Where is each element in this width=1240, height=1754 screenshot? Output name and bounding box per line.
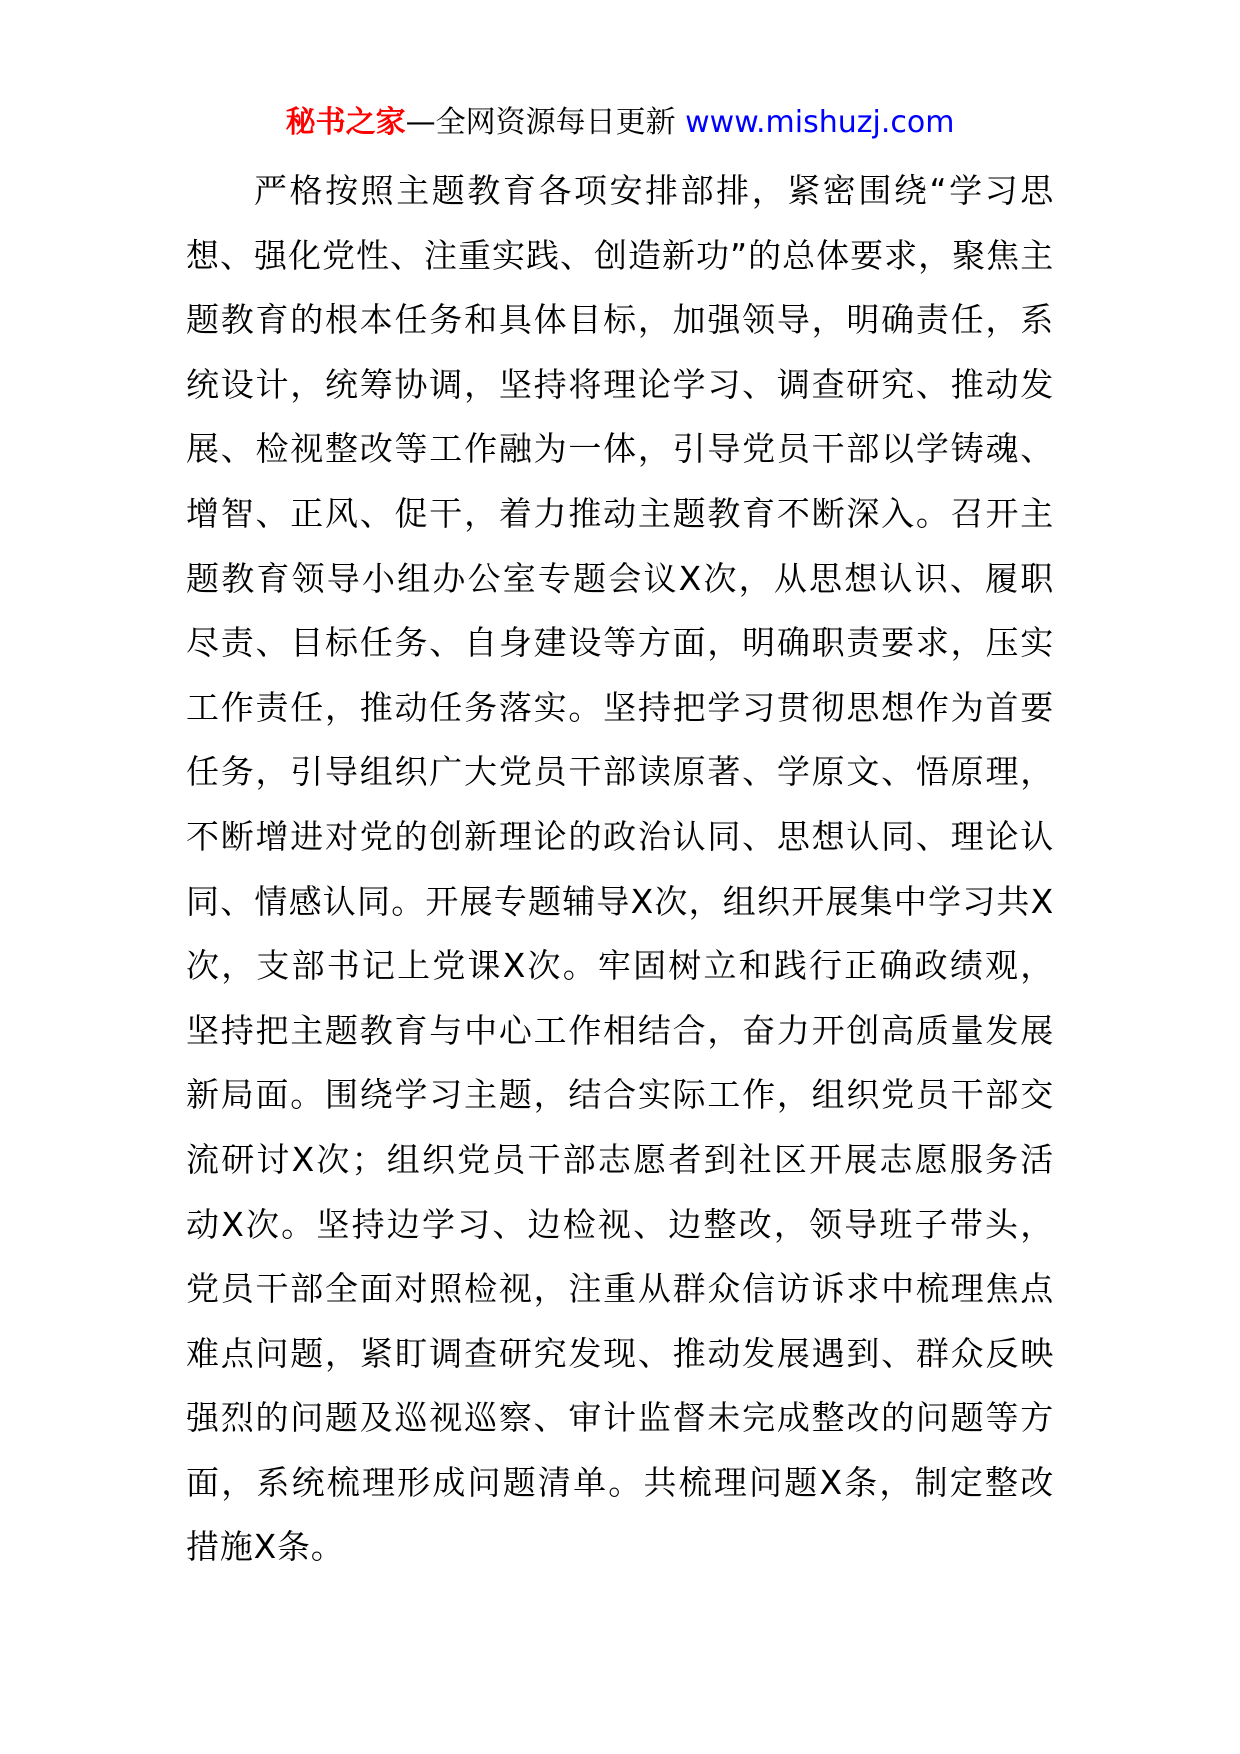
website-link[interactable]: www.mishuzj.com: [685, 105, 955, 140]
body-paragraph: 严格按照主题教育各项安排部排，紧密围绕“学习思想、强化党性、注重实践、创造新功”的总体要求，聚焦主题教育的根本任务和具体目标，加强领导，明确责任，系统设计，统筹协调，坚持将理论学习、调查研究、推动发展、检视整改等工作融为一体，引导党员干部以学铸魂、增智、正风、促干，着力推动主题教育不断深入。召开主题教育领导小组办公室专题会议X次，从思想认识、履职尽责、目标任务、自身建设等方面，明确职责要求，压实工作责任，推动任务落实。坚持把学习贯彻思想作为首要任务，引导组织广大党员干部读原著、学原文、悟原理，不断增进对党的创新理论的政治认同、思想认同、理论认同、情感认同。开展专题辅导X次，组织开展集中学习共X次，支部书记上党课X次。牢固树立和践行正确政绩观，坚持把主题教育与中心工作相结合，奋力开创高质量发展新局面。围绕学习主题，结合实际工作，组织党员干部交流研讨X次；组织党员干部志愿者到社区开展志愿服务活动X次。坚持边学习、边检视、边整改，领导班子带头，党员干部全面对照检视，注重从群众信访诉求中梳理焦点难点问题，紧盯调查研究发现、推动发展遇到、群众反映强烈的问题及巡视巡察、审计监督未完成整改的问题等方面，系统梳理形成问题清单。共梳理问题X条，制定整改措施X条。: [186, 171, 1054, 1567]
brand-name: 秘书之家: [285, 105, 406, 140]
header-tagline: —全网资源每日更新: [405, 105, 686, 140]
page-header: [0, 102, 1240, 144]
